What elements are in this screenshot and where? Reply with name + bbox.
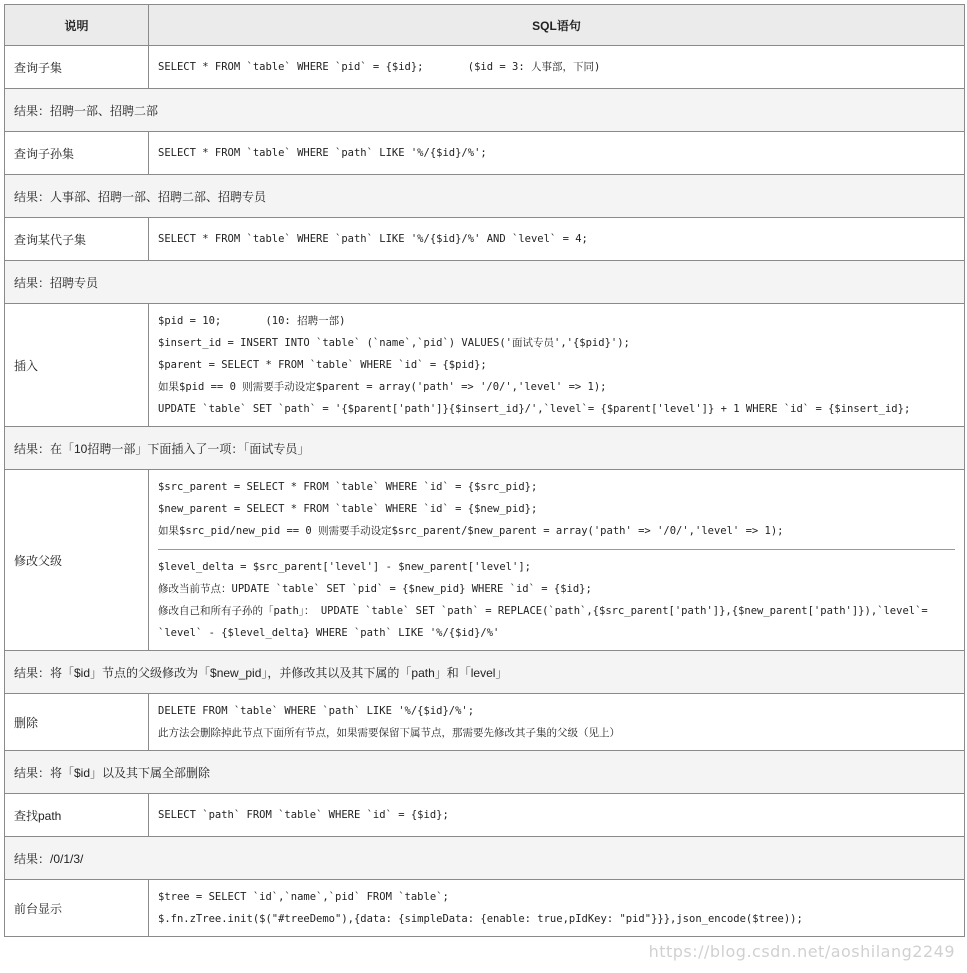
result-text: 结果：人事部、招聘一部、招聘二部、招聘专员 [5, 175, 965, 218]
code-line: SELECT * FROM `table` WHERE `path` LIKE '%/{$id}/%'; [158, 147, 487, 159]
code-line: $insert_id = INSERT INTO `table` (`name`,`pid`) VALUES('面试专员','{$pid}'); [158, 337, 630, 349]
code-line: 如果$src_pid/new_pid == 0 则需要手动设定$src_parent/$new_parent = array('path' => '/0/','level' => 1); [158, 525, 784, 537]
code-line: 修改当前节点：UPDATE `table` SET `pid` = {$new_pid} WHERE `id` = {$id}; [158, 583, 592, 595]
result-text: 结果：招聘专员 [5, 261, 965, 304]
result-row [5, 175, 965, 218]
result-row [5, 651, 965, 694]
row-sql [149, 694, 965, 751]
result-row [5, 261, 965, 304]
code-line: `level` - {$level_delta} WHERE `path` LIKE '%/{$id}/%' [158, 627, 500, 639]
table-row [5, 218, 965, 261]
result-text: 结果：在「10招聘一部」下面插入了一项：「面试专员」 [5, 427, 965, 470]
code-line: $src_parent = SELECT * FROM `table` WHERE `id` = {$src_pid}; [158, 481, 538, 493]
row-sql [149, 132, 965, 175]
result-text: 结果：/0/1/3/ [5, 837, 965, 880]
row-sql [149, 218, 965, 261]
code-line: $parent = SELECT * FROM `table` WHERE `id` = {$pid}; [158, 359, 487, 371]
divider [158, 549, 955, 550]
table-row [5, 794, 965, 837]
code-line: 如果$pid == 0 则需要手动设定$parent = array('path' => '/0/','level' => 1); [158, 381, 607, 393]
result-text: 结果：招聘一部、招聘二部 [5, 89, 965, 132]
table-row [5, 46, 965, 89]
row-description: 插入 [5, 304, 149, 427]
table-header-row [5, 5, 965, 46]
code-line: $pid = 10; (10: 招聘一部) [158, 315, 346, 327]
watermark: https://blog.csdn.net/aoshilang2249 [648, 942, 955, 961]
sql-reference-table [4, 4, 965, 937]
code-line: $tree = SELECT `id`,`name`,`pid` FROM `table`; [158, 891, 449, 903]
row-description: 查询子孙集 [5, 132, 149, 175]
code-line: SELECT * FROM `table` WHERE `pid` = {$id}; ($id = 3: 人事部，下同) [158, 61, 601, 73]
row-description: 修改父级 [5, 470, 149, 651]
row-description: 删除 [5, 694, 149, 751]
result-text: 结果：将「$id」节点的父级修改为「$new_pid」，并修改其以及其下属的「path」和「level」 [5, 651, 965, 694]
code-line: 修改自己和所有子孙的「path」： UPDATE `table` SET `path` = REPLACE(`path`,{$src_parent['path']},{$new_parent['path']}),`level`= [158, 605, 928, 617]
result-row [5, 837, 965, 880]
row-description: 查找path [5, 794, 149, 837]
code-line: $.fn.zTree.init($("#treeDemo"),{data: {simpleData: {enable: true,pIdKey: "pid"}}},json_encode($tree)); [158, 913, 803, 925]
table-row [5, 470, 965, 651]
header-description: 说明 [5, 5, 149, 46]
row-description: 前台显示 [5, 880, 149, 937]
table-row [5, 694, 965, 751]
row-sql [149, 794, 965, 837]
code-line: 此方法会删除掉此节点下面所有节点，如果需要保留下属节点，那需要先修改其子集的父级（见上） [158, 727, 620, 739]
result-row [5, 427, 965, 470]
result-row [5, 89, 965, 132]
code-line: SELECT `path` FROM `table` WHERE `id` = {$id}; [158, 809, 449, 821]
code-line: UPDATE `table` SET `path` = '{$parent['path']}{$insert_id}/',`level`= {$parent['level']} + 1 WHERE `id` = {$insert_id}; [158, 403, 911, 415]
code-line: DELETE FROM `table` WHERE `path` LIKE '%/{$id}/%'; [158, 705, 475, 717]
table-row [5, 304, 965, 427]
row-description: 查询某代子集 [5, 218, 149, 261]
code-line: $new_parent = SELECT * FROM `table` WHERE `id` = {$new_pid}; [158, 503, 538, 515]
table-row [5, 880, 965, 937]
row-description: 查询子集 [5, 46, 149, 89]
table-row [5, 132, 965, 175]
code-line: SELECT * FROM `table` WHERE `path` LIKE '%/{$id}/%' AND `level` = 4; [158, 233, 588, 245]
row-sql [149, 304, 965, 427]
code-line: $level_delta = $src_parent['level'] - $new_parent['level']; [158, 561, 531, 573]
result-text: 结果：将「$id」以及其下属全部删除 [5, 751, 965, 794]
result-row [5, 751, 965, 794]
row-sql [149, 880, 965, 937]
row-sql [149, 470, 965, 651]
row-sql [149, 46, 965, 89]
header-sql: SQL语句 [149, 5, 965, 46]
